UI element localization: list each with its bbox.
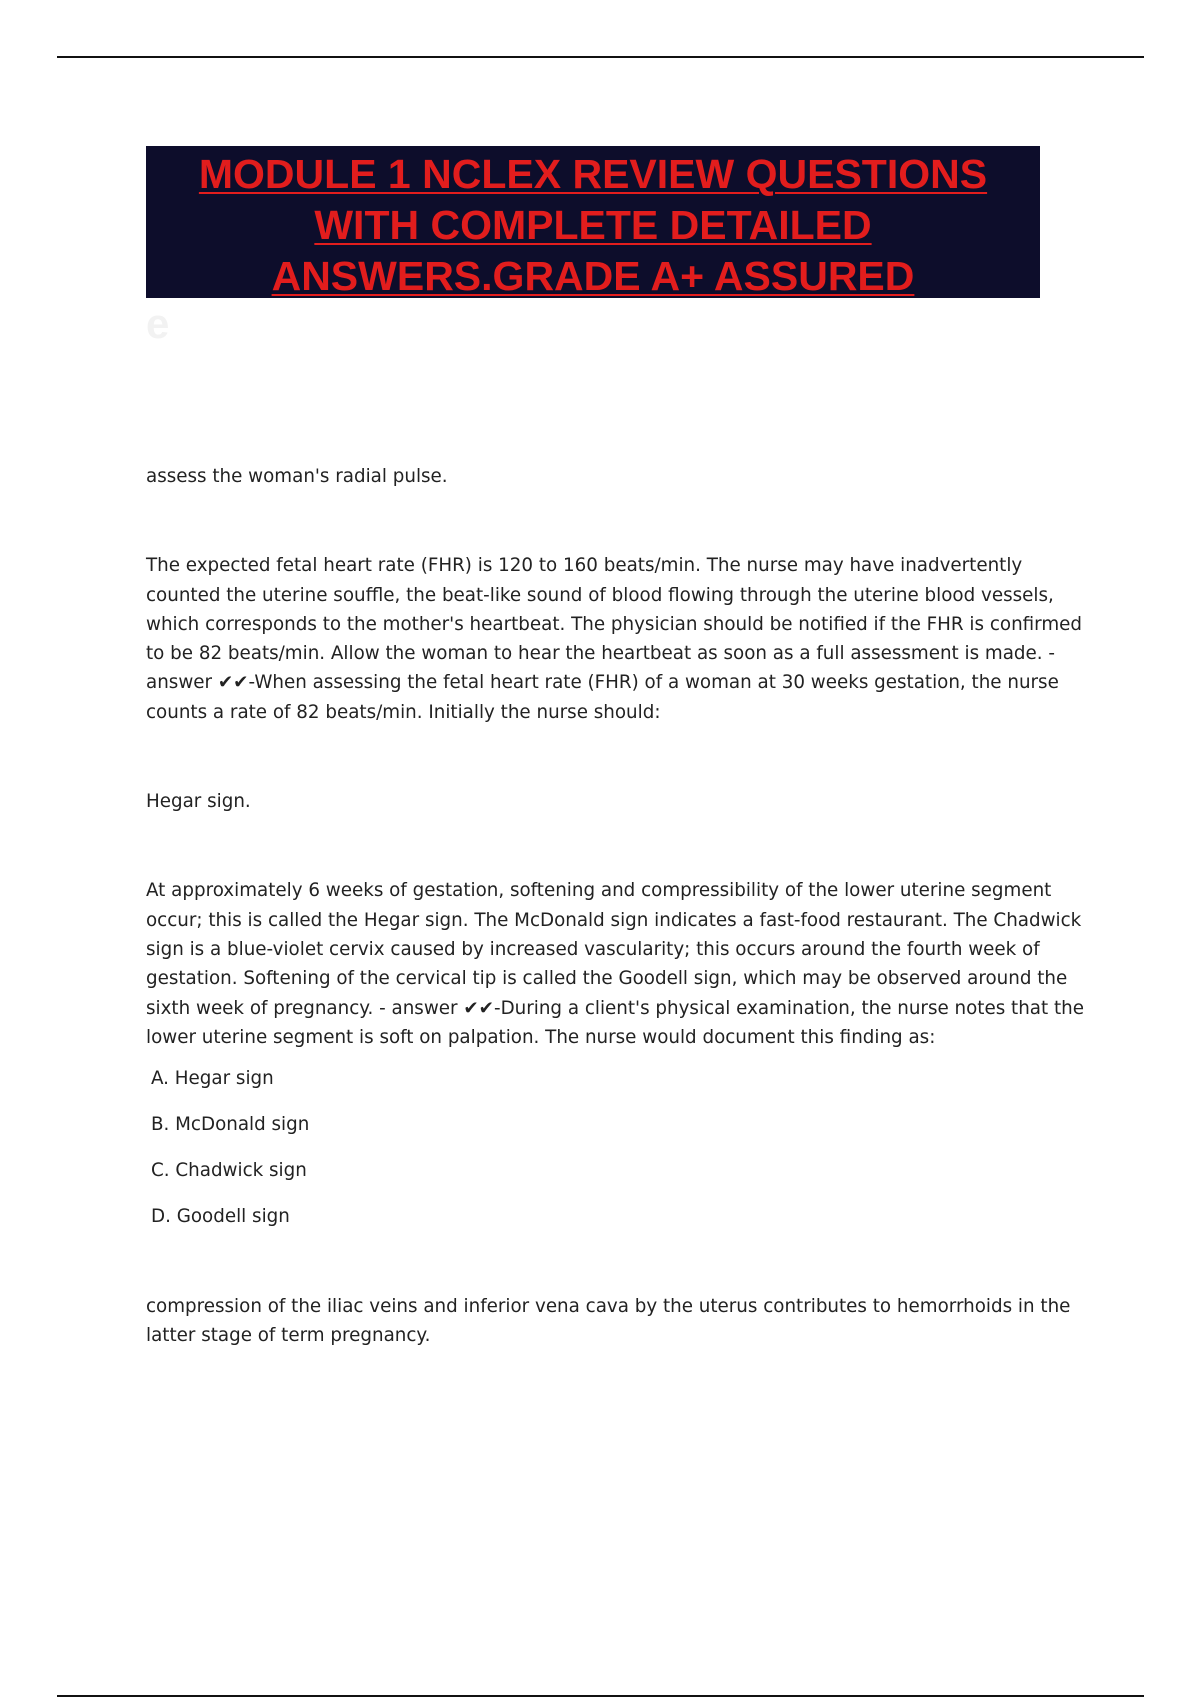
answer-options-list [146, 1064, 1092, 1231]
bottom-rule [57, 1695, 1144, 1697]
document-body [146, 462, 1092, 1350]
option-d: D. Goodell sign [151, 1205, 290, 1227]
title-line-3: ANSWERS.GRADE A+ ASSURED [271, 253, 915, 299]
answer-hegar-sign: Hegar sign. [146, 791, 251, 813]
option-c: C. Chadwick sign [151, 1159, 307, 1181]
rationale-hegar-sign: At approximately 6 weeks of gestation, softening and compressibility of the lower uterine segment occur; this is called the Hegar sign. The McDonald sign indicates a fast-food restaurant. The Chadwick sign is a blue-violet cervix caused by increased vascularity; this occurs around the fourth week of gestation. Softening of the cervical tip is called the Goodell sign, which may be observed around the sixth week of pregnancy. - answer ✔✔-During a client's physical examination, the nurse notes that the lower uterine segment is soft on palpation. The nurse would document this finding as: [146, 880, 1084, 1048]
rationale-fetal-heart-rate: The expected fetal heart rate (FHR) is 120 to 160 beats/min. The nurse may have inadvertently counted the uterine souffle, the beat-like sound of blood flowing through the uterine blood vessels, which corresponds to the mother's heartbeat. The physician should be notified if the FHR is confirmed to be 82 beats/min. Allow the woman to hear the heartbeat as soon as a full assessment is made. - answer ✔✔-When assessing the fetal heart rate (FHR) of a woman at 30 weeks gestation, the nurse counts a rate of 82 beats/min. Initially the nurse should: [146, 555, 1083, 723]
answer-hemorrhoids: compression of the iliac veins and inferior vena cava by the uterus contributes to hemorrhoids in the latter stage of term pregnancy. [146, 1295, 1071, 1347]
title-line-1: MODULE 1 NCLEX REVIEW QUESTIONS [198, 151, 988, 197]
spacer [146, 491, 1092, 551]
title-banner [146, 146, 1040, 298]
spacer [146, 816, 1092, 876]
ghost-letter: e [146, 300, 170, 347]
spacer [146, 1248, 1092, 1292]
answer-radial-pulse: assess the woman's radial pulse. [146, 466, 448, 487]
title-line-2: WITH COMPLETE DETAILED [314, 202, 872, 248]
spacer [146, 727, 1092, 787]
option-a: A. Hegar sign [151, 1068, 274, 1090]
top-rule [57, 56, 1144, 58]
option-b: B. McDonald sign [151, 1114, 310, 1136]
